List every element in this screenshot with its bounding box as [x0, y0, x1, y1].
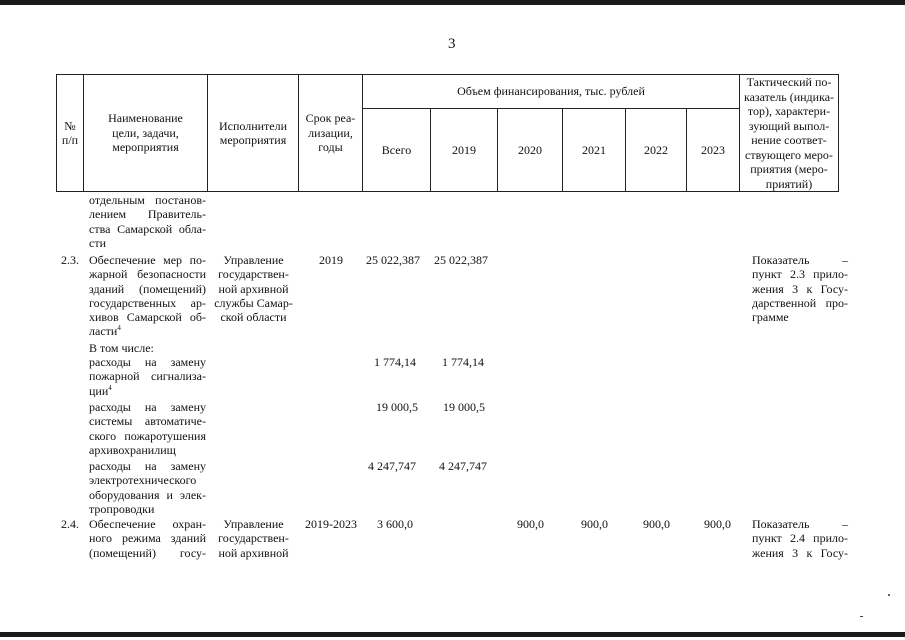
row-2-4-term: 2019-2023	[305, 517, 357, 531]
header-term: Срок реа- лизации, годы	[305, 111, 356, 155]
sub-expense-3-total: 4 247,747	[368, 459, 416, 473]
row-2-3-indicator: Показатель – пункт 2.3 прило- жения 3 к Госу- дарственной про- грамме	[752, 253, 848, 325]
header-name: Наименование цели, задачи, мероприятия	[108, 111, 183, 155]
sub-expense-3-2019: 4 247,747	[439, 459, 487, 473]
row-2-4-2023: 900,0	[704, 517, 731, 531]
scan-speck	[860, 616, 863, 617]
sub-expense-1-2019: 1 774,14	[442, 355, 484, 369]
row-2-4-number: 2.4.	[61, 517, 79, 531]
sub-expense-2-2019: 19 000,5	[443, 400, 485, 414]
row-2-3-name: Обеспечение мер по- жарной безопасности зданий (помещений) государственных ар- хивов Самарской об- ласти$^4$	[89, 253, 206, 339]
row-2-3-executor: Управление государствен- ной архивной службы Самар- ской области	[214, 253, 293, 325]
header-year-2023: 2023	[701, 142, 725, 157]
bottom-border	[0, 632, 905, 637]
row-2-4-executor: Управление государствен- ной архивной	[218, 517, 289, 560]
continuation-name: отдельным постанов- лением Правитель- ства Самарской обла- сти	[89, 193, 206, 250]
row-2-4-total: 3 600,0	[377, 517, 413, 531]
row-2-3-number: 2.3.	[61, 253, 79, 267]
header-year-2021: 2021	[582, 142, 606, 157]
header-num: № п/п	[61, 118, 79, 147]
row-2-3-2019: 25 022,387	[434, 253, 488, 267]
scan-speck	[888, 594, 890, 596]
header-financing: Объем финансирования, тыс. рублей	[457, 84, 645, 99]
row-2-3-total: 25 022,387	[366, 253, 420, 267]
top-border	[0, 0, 905, 5]
sub-expense-1-total: 1 774,14	[374, 355, 416, 369]
header-year-2020: 2020	[518, 142, 542, 157]
sub-expense-1-name: расходы на замену пожарной сигнализа- ции$^4$	[89, 355, 206, 398]
sub-expense-2-total: 19 000,5	[376, 400, 418, 414]
header-indicator: Тактический по- казатель (индика- тор), характери- зующий выпол- нение соответ- ствующего меро- приятия (меро- приятий)	[743, 75, 835, 191]
header-year-2022: 2022	[644, 142, 668, 157]
row-2-4-indicator: Показатель – пункт 2.4 прило- жения 3 к Госу-	[752, 517, 848, 560]
row-2-4-2022: 900,0	[643, 517, 670, 531]
header-year-2019: 2019	[452, 142, 476, 157]
row-2-4-name: Обеспечение охран- ного режима зданий (помещений) госу-	[89, 517, 206, 560]
row-2-3-term: 2019	[319, 253, 343, 267]
header-executors: Исполнители мероприятия	[218, 118, 288, 147]
row-2-4-2020: 900,0	[517, 517, 544, 531]
header-year-total: Всего	[381, 142, 412, 157]
including-label: В том числе:	[89, 341, 154, 355]
page-number: 3	[448, 36, 456, 52]
sub-expense-2-name: расходы на замену системы автоматиче- ского пожаротушения архивохранилищ	[89, 400, 206, 457]
row-2-4-2021: 900,0	[581, 517, 608, 531]
sub-expense-3-name: расходы на замену электротехнического оборудования и элек- тропроводки	[89, 459, 206, 516]
